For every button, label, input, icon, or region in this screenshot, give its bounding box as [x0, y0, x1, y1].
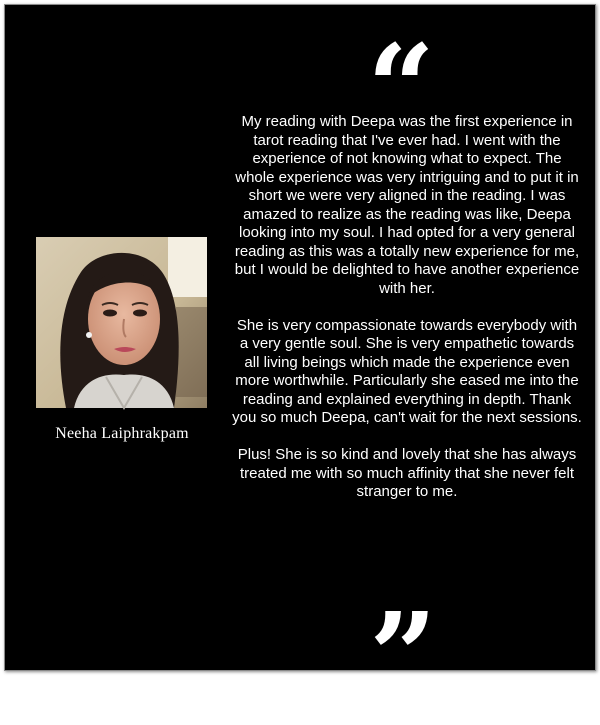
open-quote-icon: [361, 18, 441, 157]
testimonial-paragraph-2: She is very compassionate towards everybody with a very gentle soul. She is very empathetic towards all living beings which made the experience even more worthwhile. Particularly she eased me into the reading and explained everything in depth. Thank you so much Deepa, can't wait for the next sessions.: [232, 316, 582, 426]
open-quote-glyph: “: [367, 18, 435, 157]
testimonial-paragraph-1: My reading with Deepa was the first experience in tarot reading that I've ever had. I went with the experience of not knowing what to expect. The whole experience was very intriguing and to put it in short we were very aligned in the reading. I was amazed to realize as the reading was like, Deepa looking into my soul. I had opted for a very general reading as this was a totally new experience for me, but I would be delighted to have another experience with her.: [234, 113, 580, 297]
testimonial-card: [4, 4, 596, 725]
testimonial-paragraph-3: Plus! She is so kind and lovely that she has always treated me with so much affinity that she never felt stranger to me.: [237, 446, 577, 500]
close-quote-icon: [363, 586, 443, 725]
author-photo: [36, 237, 207, 408]
author-name: Neeha Laiphrakpam: [55, 425, 189, 442]
portrait-photo-icon: [36, 237, 207, 408]
testimonial-text: [231, 113, 583, 502]
close-quote-glyph: ”: [369, 586, 437, 725]
